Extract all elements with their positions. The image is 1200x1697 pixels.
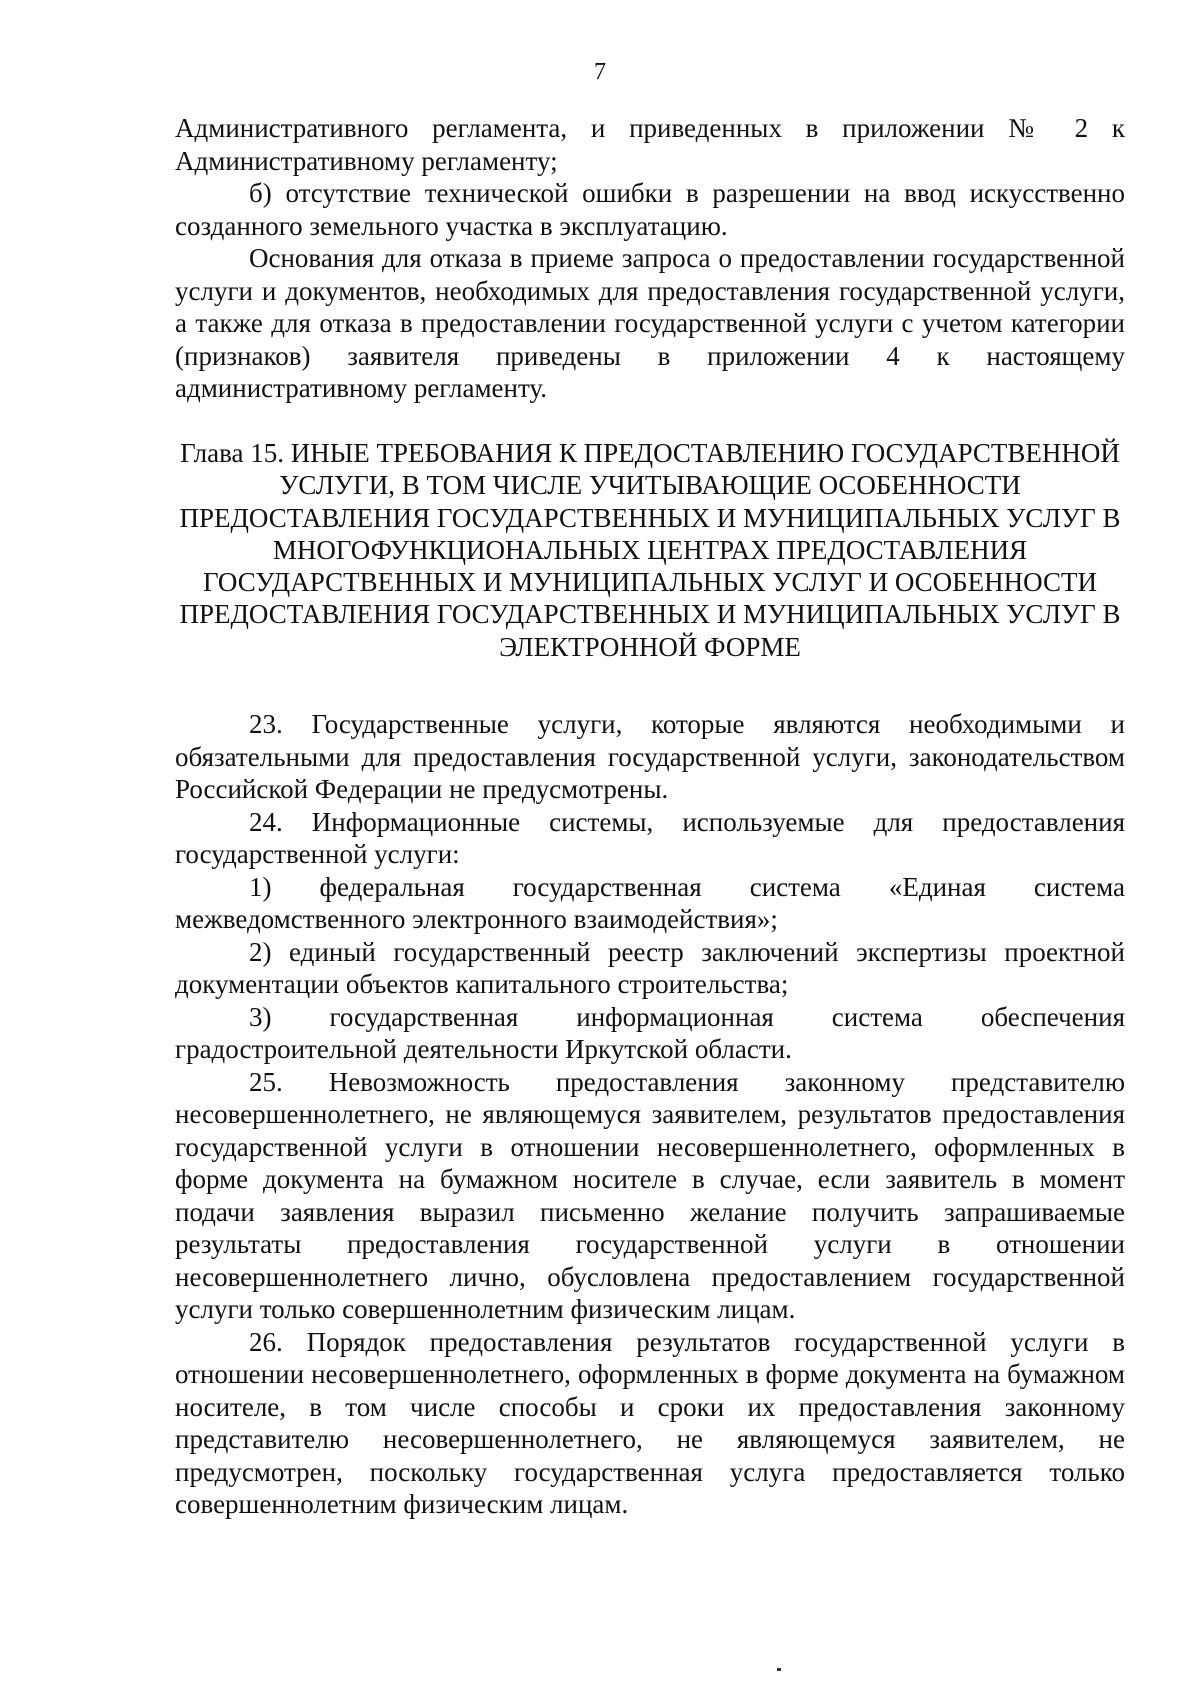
paragraph-24-item-2: 2) единый государственный реестр заключений экспертизы проектной документации объектов капитального строительства; xyxy=(175,936,1125,999)
paragraph-26: 26. Порядок предоставления результатов государственной услуги в отношении несовершеннолетнего, оформленных в форме документа на бумажном носителе, в том числе способы и сроки их предоставления законному представителю несовершеннолетнего, не являющемуся заявителем, не предусмотрен, поскольку государственная услуга предоставляется только совершеннолетним физическим лицам. xyxy=(175,1326,1125,1519)
scan-dot-mark xyxy=(777,1668,781,1671)
paragraph-continuation: Административного регламента, и приведенных в приложении № 2 к Административному регламенту; xyxy=(175,113,1125,176)
paragraph-25: 25. Невозможность предоставления законному представителю несовершеннолетнего, не являющемуся заявителем, результатов предоставления государственной услуги в отношении несовершеннолетнего, оформленных в форме документа на бумажном носителе в случае, если заявитель в момент подачи заявления выразил письменно желание получить запрашиваемые результаты предоставления государственной услуги в отношении несовершеннолетнего лично, обусловлена предоставлением государственной услуги только совершеннолетним физическим лицам. xyxy=(175,1066,1125,1324)
chapter-heading: Глава 15. ИНЫЕ ТРЕБОВАНИЯ К ПРЕДОСТАВЛЕНИЮ ГОСУДАРСТВЕННОЙ УСЛУГИ, В ТОМ ЧИСЛЕ УЧИТЫВАЮЩИЕ ОСОБЕННОСТИ ПРЕДОСТАВЛЕНИЯ ГОСУДАРСТВЕННЫХ И МУНИЦИПАЛЬНЫХ УСЛУГ В МНОГОФУНКЦИОНАЛЬНЫХ ЦЕНТРАХ ПРЕДОСТАВЛЕНИЯ ГОСУДАРСТВЕННЫХ И МУНИЦИПАЛЬНЫХ УСЛУГ И ОСОБЕННОСТИ ПРЕДОСТАВЛЕНИЯ ГОСУДАРСТВЕННЫХ И МУНИЦИПАЛЬНЫХ УСЛУГ В ЭЛЕКТРОННОЙ ФОРМЕ xyxy=(179,438,1121,662)
paragraph-24: 24. Информационные системы, используемые для предоставления государственной услуги: xyxy=(175,806,1125,869)
top-section xyxy=(175,112,1125,405)
paragraph-23: 23. Государственные услуги, которые являются необходимыми и обязательными для предоставления государственной услуги, законодательством Российской Федерации не предусмотрены. xyxy=(175,709,1125,804)
paragraph-24-item-3: 3) государственная информационная система обеспечения градостроительной деятельности Иркутской области. xyxy=(175,1001,1125,1064)
paragraph-item-b: б) отсутствие технической ошибки в разрешении на ввод искусственно созданного земельного участка в эксплуатацию. xyxy=(175,178,1125,241)
page-number: 7 xyxy=(594,59,606,85)
paragraph-grounds: Основания для отказа в приеме запроса о предоставлении государственной услуги и документов, необходимых для предоставления государственной услуги, а также для отказа в предоставлении государственной услуги с учетом категории (признаков) заявителя приведены в приложении 4 к настоящему административному регламенту. xyxy=(175,243,1125,403)
paragraph-24-item-1: 1) федеральная государственная система «Единая система межведомственного электронного взаимодействия»; xyxy=(175,871,1125,934)
main-section xyxy=(175,708,1125,1521)
